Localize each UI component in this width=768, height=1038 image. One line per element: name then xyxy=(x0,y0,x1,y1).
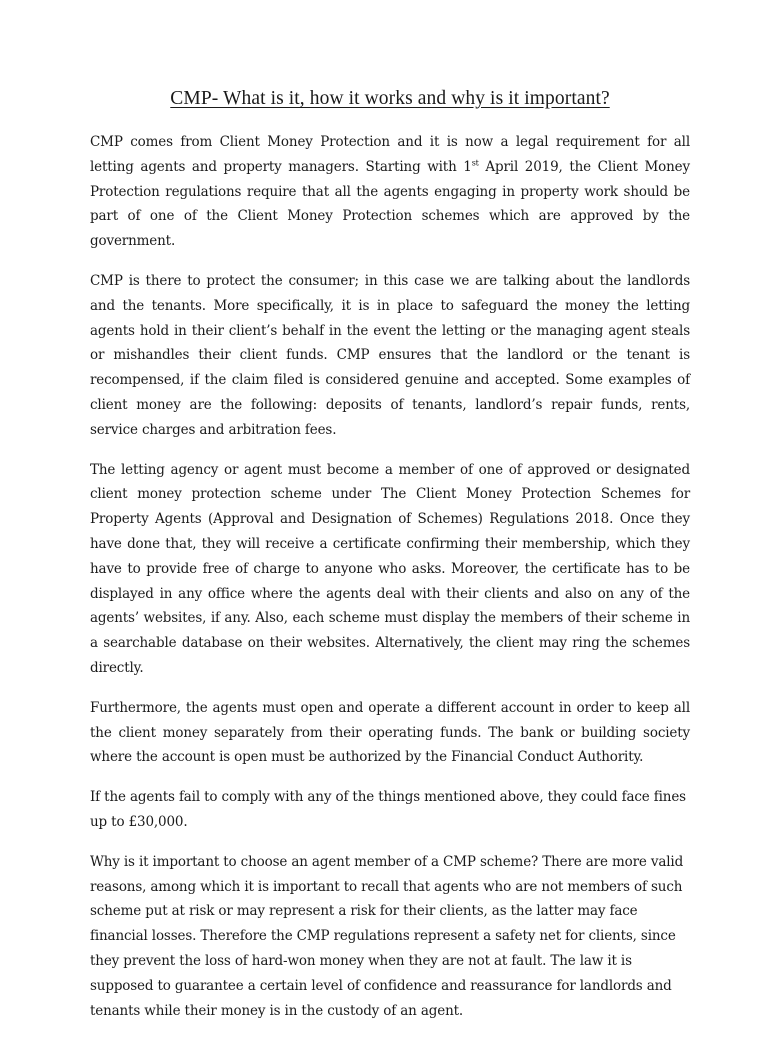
paragraph-5: If the agents fail to comply with any of the things mentioned above, they could face fines up to £30,000. xyxy=(90,789,686,830)
paragraph-6: Why is it important to choose an agent member of a CMP scheme? There are more valid reasons, among which it is important to recall that agents who are not members of such scheme put at risk or may represent a risk for their clients, as the latter may face financial losses. Therefore the CMP regulations represent a safety net for clients, since they prevent the loss of hard-won money when they are not at fault. The law it is supposed to guarantee a certain level of confidence and reassurance for landlords and tenants while their money is in the custody of an agent. xyxy=(90,853,684,1019)
paragraph-3: The letting agency or agent must become a member of one of approved or designated client money protection scheme under The Client Money Protection Schemes for Property Agents (Approval and Designation of Schemes) Regulations 2018. Once they have done that, they will receive a certificate confirming their membership, which they have to provide free of charge to anyone who asks. Moreover, the certificate has to be displayed in any office where the agents deal with their clients and also on any of the agents’ websites, if any. Also, each scheme must display the members of their scheme in a searchable database on their websites. Alternatively, the client may ring the schemes directly. xyxy=(90,461,690,676)
paragraph-2: CMP is there to protect the consumer; in this case we are talking about the landlords and the tenants. More specifically, it is in place to safeguard the money the letting agents hold in their client’s behalf in the event the letting or the managing agent steals or mishandles their client funds. CMP ensures that the landlord or the tenant is recompensed, if the claim filed is considered genuine and accepted. Some examples of client money are the following: deposits of tenants, landlord’s repair funds, rents, service charges and arbitration fees. xyxy=(90,272,690,438)
paragraph-1-text-a: CMP comes from Client Money Protection and it is now a legal requirement for all letting agents and property managers. Starting with 1 xyxy=(90,134,690,175)
paragraph-4: Furthermore, the agents must open and operate a different account in order to keep all the client money separately from their operating funds. The bank or building society where the account is open must be authorized by the Financial Conduct Authority. xyxy=(90,699,690,766)
ordinal-suffix: st xyxy=(471,158,479,168)
paragraph-1 xyxy=(90,130,690,254)
document-title: CMP- What is it, how it works and why is it important? xyxy=(170,88,610,109)
document-page xyxy=(90,88,690,1038)
paragraph-1-text-b: April 2019, the Client Money Protection regulations require that all the agents engaging in property work should be part of one of the Client Money Protection schemes which are approved by the government. xyxy=(90,158,690,250)
